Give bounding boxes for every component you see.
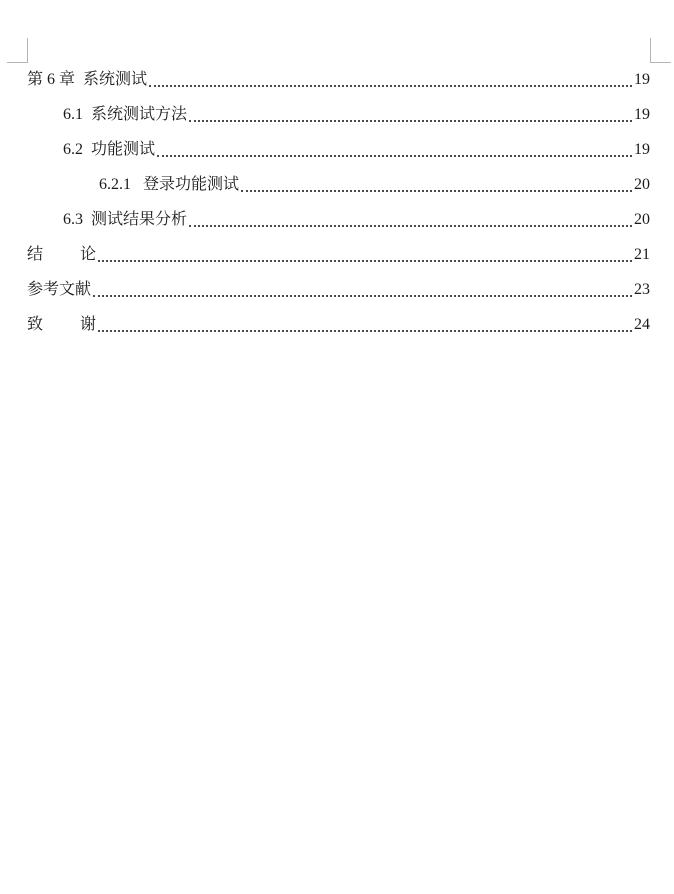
toc-entry-number: 6.3 bbox=[63, 211, 83, 228]
toc-entry-number: 6.2.1 bbox=[99, 176, 131, 193]
crop-mark-top-left bbox=[7, 38, 28, 63]
dot-leader bbox=[98, 259, 632, 262]
toc-entry-page: 23 bbox=[634, 281, 650, 298]
toc-entry-references[interactable] bbox=[27, 272, 650, 307]
toc-entry-page: 19 bbox=[634, 71, 650, 88]
toc-entry-number: 第 6 章 bbox=[27, 71, 76, 88]
toc-entry-number: 6.1 bbox=[63, 106, 83, 123]
toc-entry-page: 19 bbox=[634, 141, 650, 158]
toc-entry-title: 功能测试 bbox=[91, 141, 156, 158]
toc-entry-title-first-char: 结 bbox=[27, 246, 44, 263]
toc-entry-title-second-char: 谢 bbox=[80, 316, 97, 333]
toc-entry-page: 20 bbox=[634, 176, 650, 193]
dot-leader bbox=[189, 224, 632, 227]
crop-mark-top-right bbox=[650, 38, 671, 63]
toc-entry-title: 系统测试方法 bbox=[91, 106, 188, 123]
toc-entry-title: 系统测试 bbox=[83, 71, 148, 88]
toc-entry-title: 登录功能测试 bbox=[143, 176, 240, 193]
toc-entry-page: 21 bbox=[634, 246, 650, 263]
toc-entry-title-second-char: 论 bbox=[80, 246, 97, 263]
dot-leader bbox=[149, 84, 632, 87]
toc-entry-title: 测试结果分析 bbox=[91, 211, 188, 228]
toc-entry-number: 6.2 bbox=[63, 141, 83, 158]
toc-entry-6-2[interactable] bbox=[63, 132, 650, 167]
toc-entry-title: 参考文献 bbox=[27, 281, 92, 298]
toc-entry-chapter-6[interactable] bbox=[27, 62, 650, 97]
dot-leader bbox=[93, 294, 632, 297]
dot-leader bbox=[98, 329, 632, 332]
toc-entry-6-3[interactable] bbox=[63, 202, 650, 237]
toc-entry-6-1[interactable] bbox=[63, 97, 650, 132]
toc-entry-6-2-1[interactable] bbox=[99, 167, 650, 202]
dot-leader bbox=[189, 119, 632, 122]
toc-entry-page: 20 bbox=[634, 211, 650, 228]
toc-entry-conclusion[interactable] bbox=[27, 237, 650, 272]
toc-entry-page: 24 bbox=[634, 316, 650, 333]
toc-entry-title-first-char: 致 bbox=[27, 316, 44, 333]
dot-leader bbox=[241, 189, 632, 192]
dot-leader bbox=[157, 154, 632, 157]
toc-entry-acknowledgements[interactable] bbox=[27, 307, 650, 342]
toc-entry-page: 19 bbox=[634, 106, 650, 123]
